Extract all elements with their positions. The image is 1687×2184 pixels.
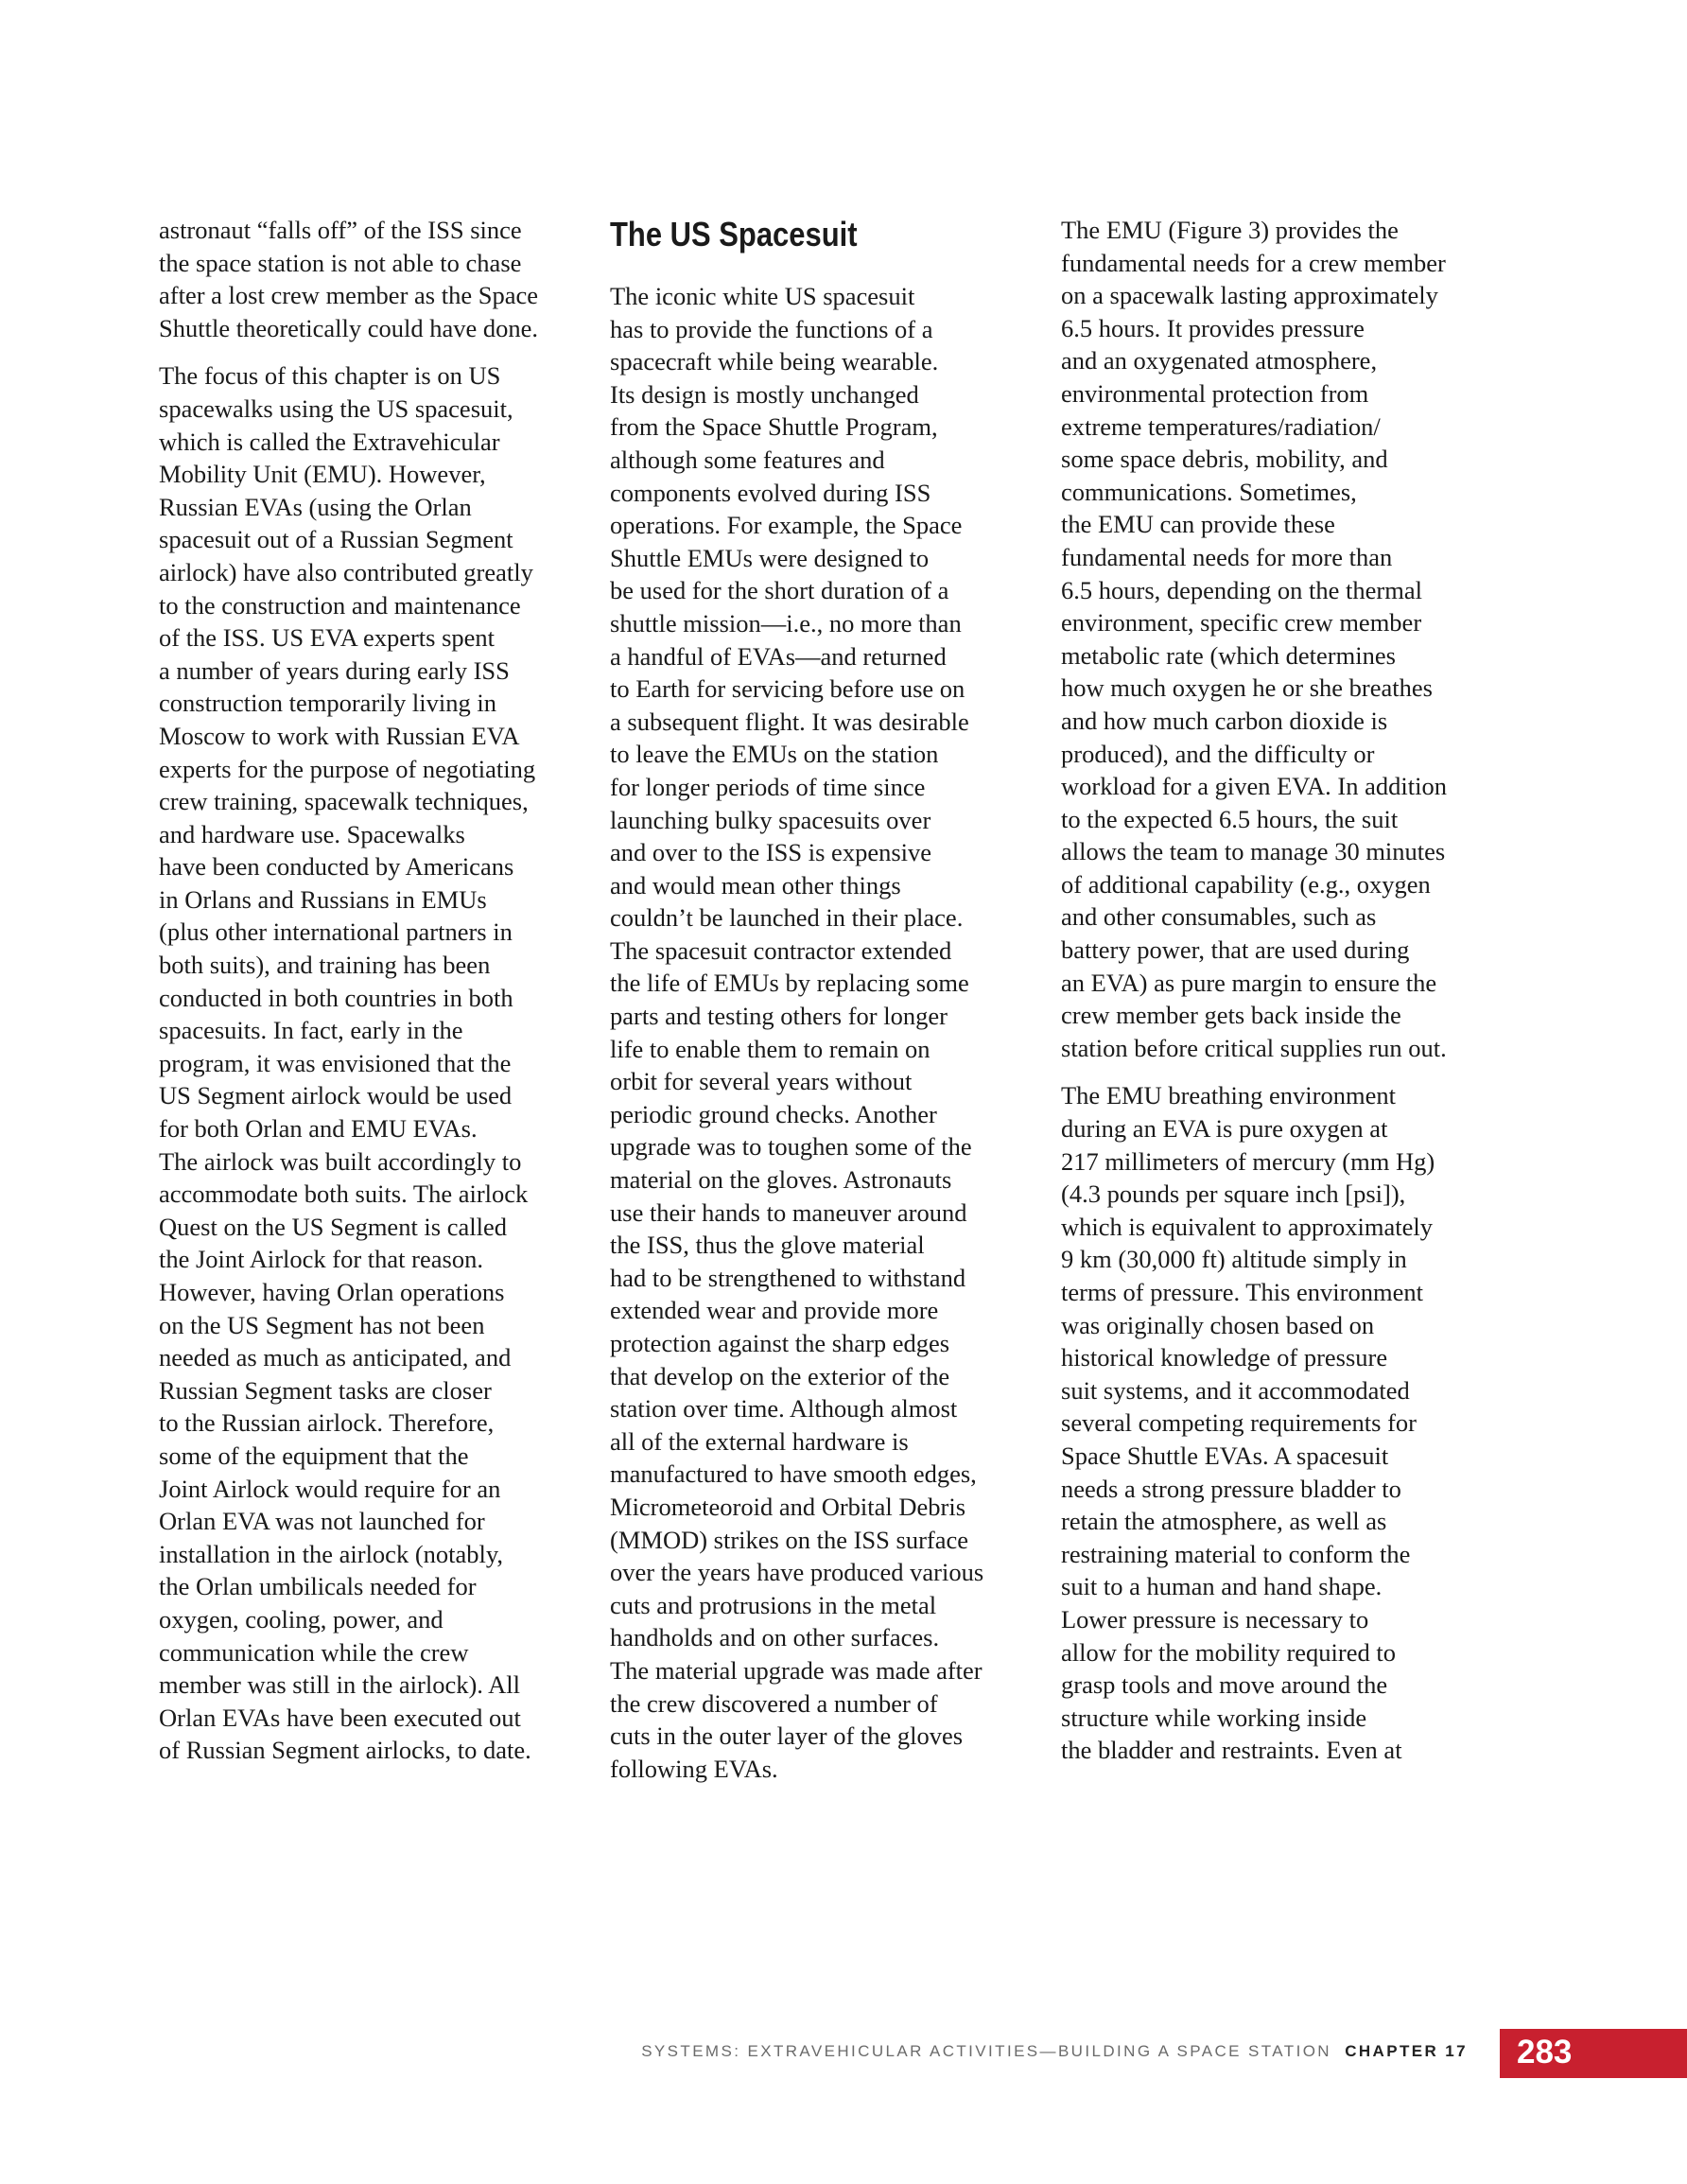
text-line: the life of EMUs by replacing some: [610, 969, 969, 998]
text-line: life to enable them to remain on: [610, 1034, 930, 1063]
text-line: for both Orlan and EMU EVAs.: [159, 1114, 478, 1144]
text-line: manufactured to have smooth edges,: [610, 1459, 977, 1489]
text-line: fundamental needs for more than: [1061, 542, 1393, 571]
text-line: and hardware use. Spacewalks: [159, 819, 465, 848]
text-line: the ISS, thus the glove material: [610, 1231, 925, 1260]
text-line: how much oxygen he or she breathes: [1061, 673, 1433, 703]
text-line: The focus of this chapter is on US: [159, 361, 501, 391]
text-line: member was still in the airlock). All: [159, 1670, 520, 1700]
text-line: The airlock was built accordingly to: [159, 1146, 522, 1176]
text-line: extreme temperatures/radiation/: [1061, 411, 1381, 441]
text-line: to the Russian airlock. Therefore,: [159, 1408, 495, 1438]
text-line: several competing requirements for: [1061, 1408, 1417, 1438]
text-line: Space Shuttle EVAs. A spacesuit: [1061, 1441, 1389, 1470]
text-line: all of the external hardware is: [610, 1426, 909, 1456]
text-line: after a lost crew member as the Space: [159, 281, 538, 310]
text-line: the bladder and restraints. Even at: [1061, 1736, 1402, 1765]
text-line: allow for the mobility required to: [1061, 1637, 1396, 1667]
text-line: station before critical supplies run out.: [1061, 1033, 1447, 1062]
text-line: have been conducted by Americans: [159, 852, 514, 882]
text-line: accommodate both suits. The airlock: [159, 1179, 529, 1209]
text-line: Quest on the US Segment is called: [159, 1212, 507, 1241]
text-line: Russian EVAs (using the Orlan: [159, 492, 472, 521]
body-paragraph: [1061, 214, 1487, 1064]
footer-running-title: SYSTEMS: EXTRAVEHICULAR ACTIVITIES—BUILDING A SPACE STATION: [641, 2042, 1331, 2060]
text-line: a handful of EVAs—and returned: [610, 641, 947, 671]
text-line: use their hands to maneuver around: [610, 1197, 967, 1227]
text-line: material on the gloves. Astronauts: [610, 1165, 952, 1195]
page-number: 283: [1517, 2034, 1573, 2070]
section-heading: The US Spacesuit: [610, 215, 858, 253]
text-line: to leave the EMUs on the station: [610, 740, 939, 769]
text-line: needs a strong pressure bladder to: [1061, 1474, 1401, 1503]
text-line: in Orlans and Russians in EMUs: [159, 884, 487, 914]
text-line: grasp tools and move around the: [1061, 1670, 1388, 1700]
text-line: for longer periods of time since: [610, 772, 926, 801]
text-line: of additional capability (e.g., oxygen: [1061, 869, 1431, 899]
text-line: communication while the crew: [159, 1637, 469, 1667]
body-paragraph: [159, 214, 584, 344]
text-line: on the US Segment has not been: [159, 1310, 485, 1339]
text-line: the crew discovered a number of: [610, 1688, 938, 1718]
text-line: and would mean other things: [610, 870, 901, 900]
text-line: crew training, spacewalk techniques,: [159, 787, 529, 816]
text-line: during an EVA is pure oxygen at: [1061, 1114, 1388, 1144]
page-number-box: [1500, 2029, 1687, 2078]
text-line: periodic ground checks. Another: [610, 1099, 937, 1128]
text-line: which is equivalent to approximately: [1061, 1212, 1433, 1241]
footer-chapter-label: CHAPTER 17: [1345, 2042, 1468, 2060]
text-line: fundamental needs for a crew member: [1061, 248, 1446, 277]
text-line: Mobility Unit (EMU). However,: [159, 460, 486, 489]
body-column-left: [159, 214, 584, 1782]
text-line: the Orlan umbilicals needed for: [159, 1572, 477, 1601]
text-line: extended wear and provide more: [610, 1296, 939, 1325]
text-line: experts for the purpose of negotiating: [159, 754, 536, 783]
text-line: an EVA) as pure margin to ensure the: [1061, 968, 1437, 997]
text-line: installation in the airlock (notably,: [159, 1539, 504, 1568]
text-line: Its design is mostly unchanged: [610, 379, 919, 409]
text-line: The spacesuit contractor extended: [610, 935, 952, 965]
text-line: on a spacewalk lasting approximately: [1061, 281, 1438, 310]
text-line: following EVAs.: [610, 1754, 778, 1783]
text-line: has to provide the functions of a: [610, 314, 933, 343]
text-line: components evolved during ISS: [610, 478, 931, 507]
text-line: Moscow to work with Russian EVA: [159, 721, 520, 750]
text-line: battery power, that are used during: [1061, 935, 1410, 965]
text-line: workload for a given EVA. In addition: [1061, 772, 1447, 801]
text-line: Orlan EVA was not launched for: [159, 1507, 485, 1536]
text-line: US Segment airlock would be used: [159, 1081, 513, 1110]
text-line: some of the equipment that the: [159, 1441, 469, 1470]
text-line: both suits), and training has been: [159, 951, 491, 980]
text-line: shuttle mission—i.e., no more than: [610, 608, 962, 638]
text-line: conducted in both countries in both: [159, 983, 513, 1012]
text-line: terms of pressure. This environment: [1061, 1278, 1423, 1306]
text-line: structure while working inside: [1061, 1703, 1367, 1732]
text-line: Orlan EVAs have been executed out: [159, 1703, 521, 1732]
text-line: needed as much as anticipated, and: [159, 1343, 512, 1372]
text-line: airlock) have also contributed greatly: [159, 557, 533, 586]
text-line: although some features and: [610, 445, 885, 474]
text-line: Joint Airlock would require for an: [159, 1474, 501, 1503]
text-line: orbit for several years without: [610, 1067, 913, 1096]
text-line: historical knowledge of pressure: [1061, 1343, 1388, 1372]
text-line: the space station is not able to chase: [159, 248, 522, 277]
text-line: astronaut “falls off” of the ISS since: [159, 216, 522, 244]
text-line: retain the atmosphere, as well as: [1061, 1507, 1387, 1536]
text-line: produced), and the difficulty or: [1061, 739, 1375, 768]
text-line: couldn’t be launched in their place.: [610, 903, 964, 933]
text-line: allows the team to manage 30 minutes: [1061, 837, 1446, 866]
text-line: Shuttle EMUs were designed to: [610, 543, 930, 572]
text-line: crew member gets back inside the: [1061, 1001, 1401, 1030]
body-paragraph: [610, 280, 1035, 1785]
text-line: spacewalks using the US spacesuit,: [159, 393, 513, 423]
text-line: (4.3 pounds per square inch [psi]),: [1061, 1179, 1406, 1209]
text-line: restraining material to conform the: [1061, 1539, 1411, 1568]
text-line: handholds and on other surfaces.: [610, 1623, 940, 1652]
text-line: a subsequent flight. It was desirable: [610, 707, 969, 736]
text-line: the Joint Airlock for that reason.: [159, 1245, 483, 1274]
text-line: (MMOD) strikes on the ISS surface: [610, 1525, 969, 1554]
text-line: the EMU can provide these: [1061, 510, 1335, 539]
text-line: The EMU (Figure 3) provides the: [1061, 216, 1399, 244]
text-line: and other consumables, such as: [1061, 902, 1377, 932]
text-line: to Earth for servicing before use on: [610, 674, 965, 704]
text-line: suit to a human and hand shape.: [1061, 1572, 1383, 1601]
text-line: and an oxygenated atmosphere,: [1061, 346, 1378, 376]
text-line: 6.5 hours. It provides pressure: [1061, 313, 1365, 342]
text-line: (plus other international partners in: [159, 917, 513, 947]
text-line: The material upgrade was made after: [610, 1655, 983, 1685]
text-line: oxygen, cooling, power, and: [159, 1604, 443, 1634]
text-line: to the expected 6.5 hours, the suit: [1061, 804, 1399, 833]
text-line: that develop on the exterior of the: [610, 1361, 950, 1390]
text-line: and over to the ISS is expensive: [610, 838, 932, 867]
text-line: cuts and protrusions in the metal: [610, 1590, 937, 1619]
text-line: suit systems, and it accommodated: [1061, 1375, 1410, 1405]
page-footer: [0, 2029, 1687, 2078]
text-line: 9 km (30,000 ft) altitude simply in: [1061, 1245, 1407, 1274]
text-line: spacecraft while being wearable.: [610, 347, 939, 376]
text-line: be used for the short duration of a: [610, 576, 949, 605]
text-line: environmental protection from: [1061, 378, 1369, 408]
text-line: program, it was envisioned that the: [159, 1048, 512, 1077]
text-line: metabolic rate (which determines: [1061, 640, 1396, 670]
text-line: communications. Sometimes,: [1061, 477, 1357, 506]
text-line: environment, specific crew member: [1061, 608, 1422, 638]
text-line: Micrometeoroid and Orbital Debris: [610, 1492, 966, 1521]
text-line: from the Space Shuttle Program,: [610, 412, 938, 442]
text-line: of the ISS. US EVA experts spent: [159, 623, 496, 653]
text-line: over the years have produced various: [610, 1558, 984, 1587]
text-line: However, having Orlan operations: [159, 1278, 505, 1306]
text-line: 6.5 hours, depending on the thermal: [1061, 575, 1422, 604]
text-line: to the construction and maintenance: [159, 590, 521, 620]
text-line: spacesuit out of a Russian Segment: [159, 525, 513, 554]
text-line: Lower pressure is necessary to: [1061, 1604, 1369, 1634]
text-line: of Russian Segment airlocks, to date.: [159, 1736, 531, 1765]
text-line: and how much carbon dioxide is: [1061, 706, 1388, 735]
text-line: had to be strengthened to withstand: [610, 1263, 966, 1292]
text-line: cuts in the outer layer of the gloves: [610, 1721, 964, 1751]
text-line: construction temporarily living in: [159, 689, 496, 718]
text-line: a number of years during early ISS: [159, 655, 510, 685]
text-line: The EMU breathing environment: [1061, 1081, 1396, 1110]
text-line: Shuttle theoretically could have done.: [159, 313, 539, 342]
text-line: parts and testing others for longer: [610, 1002, 948, 1031]
text-line: some space debris, mobility, and: [1061, 445, 1388, 474]
body-column-right: [1061, 214, 1487, 1782]
text-line: launching bulky spacesuits over: [610, 805, 931, 834]
text-line: was originally chosen based on: [1061, 1310, 1375, 1339]
text-line: operations. For example, the Space: [610, 511, 963, 540]
text-line: spacesuits. In fact, early in the: [159, 1016, 463, 1045]
text-line: which is called the Extravehicular: [159, 427, 500, 456]
body-paragraph: [1061, 1079, 1487, 1766]
body-paragraph: [159, 359, 584, 1767]
text-line: The iconic white US spacesuit: [610, 282, 915, 310]
text-line: Russian Segment tasks are closer: [159, 1375, 492, 1405]
body-column-middle: [610, 214, 1035, 1800]
text-line: upgrade was to toughen some of the: [610, 1132, 972, 1162]
text-line: protection against the sharp edges: [610, 1329, 950, 1357]
text-line: 217 millimeters of mercury (mm Hg): [1061, 1146, 1435, 1176]
text-line: station over time. Although almost: [610, 1394, 958, 1424]
